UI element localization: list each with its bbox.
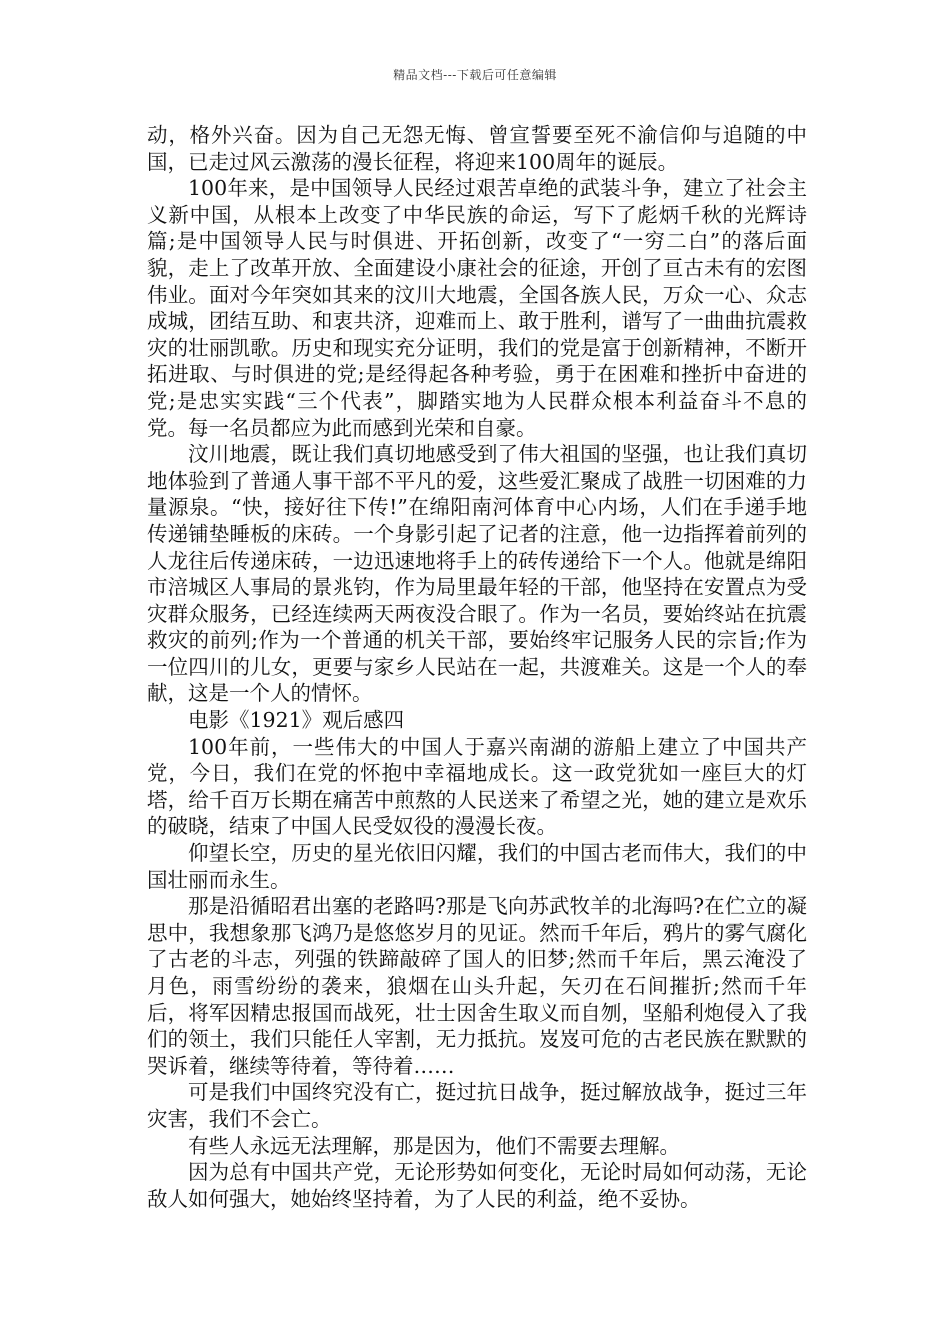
paragraph: 汶川地震，既让我们真切地感受到了伟大祖国的坚强，也让我们真切地体验到了普通人事干部不平凡的爱，这些爱汇聚成了战胜一切困难的力量源泉。“快，接好往下传!”在绵阳南河体育中心内场，人们在手递手地传递铺垫睡板的床砖。一个身影引起了记者的注意，他一边指挥着前列的人龙往后传递床砖，一边迅速地将手上的砖传递给下一个人。他就是绵阳市涪城区人事局的景兆钧，作为局里最年轻的干部，他坚持在安置点为受灾群众服务，已经连续两天两夜没合眼了。作为一名员，要始终站在抗震救灾的前列;作为一个普通的机关干部，要始终牢记服务人民的宗旨;作为一位四川的儿女，更要与家乡人民站在一起，共渡难关。这是一个人的奉献，这是一个人的情怀。 [147,442,807,706]
paragraph: 可是我们中国终究没有亡，挺过抗日战争，挺过解放战争，挺过三年灾害，我们不会亡。 [147,1080,807,1131]
paragraph: 动，格外兴奋。因为自己无怨无悔、曾宣誓要至死不渝信仰与追随的中国，已走过风云激荡的漫长征程，将迎来100周年的诞辰。 [147,123,807,174]
paragraph: 仰望长空，历史的星光依旧闪耀，我们的中国古老而伟大，我们的中国壮丽而永生。 [147,841,807,892]
paragraph: 那是沿循昭君出塞的老路吗?那是飞向苏武牧羊的北海吗?在伫立的凝思中，我想象那飞鸿乃是悠悠岁月的见证。然而千年后，鸦片的雾气腐化了古老的斗志，列强的铁蹄敲碎了国人的旧梦;然而千年后，黑云淹没了月色，雨雪纷纷的袭来，狼烟在山头升起，矢刃在石间摧折;然而千年后，将军因精忠报国而战死，壮士因舍生取义而自刎，坚船利炮侵入了我们的领土，我们只能任人宰割，无力抵抗。岌岌可危的古老民族在默默的哭诉着，继续等待着，等待着…… [147,894,807,1078]
section-heading: 电影《1921》观后感四 [188,708,405,733]
page-header: 精品文档---下载后可任意编辑 [393,68,557,82]
document-body [147,122,807,1212]
paragraph: 100年前，一些伟大的中国人于嘉兴南湖的游船上建立了中国共产党，今日，我们在党的怀抱中幸福地成长。这一政党犹如一座巨大的灯塔，给千百万长期在痛苦中煎熬的人民送来了希望之光，她的建立是欢乐的破晓，结束了中国人民受奴役的漫漫长夜。 [147,734,807,839]
paragraph: 因为总有中国共产党，无论形势如何变化，无论时局如何动荡，无论敌人如何强大，她始终坚持着，为了人民的利益，绝不妥协。 [147,1160,807,1211]
paragraph: 有些人永远无法理解，那是因为，他们不需要去理解。 [188,1133,680,1158]
paragraph: 100年来，是中国领导人民经过艰苦卓绝的武装斗争，建立了社会主义新中国，从根本上改变了中华民族的命运，写下了彪炳千秋的光辉诗篇;是中国领导人民与时俱进、开拓创新，改变了“一穷二白”的落后面貌，走上了改革开放、全面建设小康社会的征途，开创了亘古未有的宏图伟业。面对今年突如其来的汶川大地震，全国各族人民，万众一心、众志成城，团结互助、和衷共济，迎难而上、敢于胜利，谱写了一曲曲抗震救灾的壮丽凯歌。历史和现实充分证明，我们的党是富于创新精神，不断开拓进取、与时俱进的党;是经得起各种考验，勇于在困难和挫折中奋进的党;是忠实实践“三个代表”，脚踏实地为人民群众根本利益奋斗不息的党。每一名员都应为此而感到光荣和自豪。 [147,176,807,440]
